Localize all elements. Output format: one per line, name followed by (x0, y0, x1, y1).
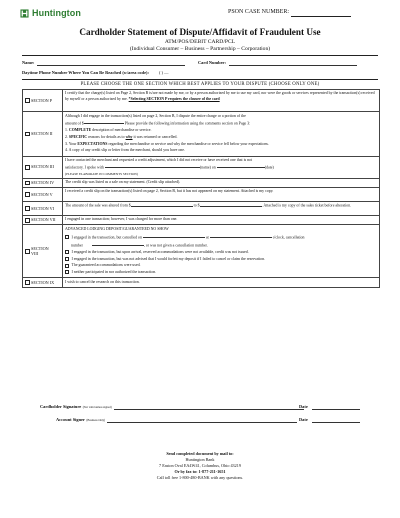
section-viii-text (63, 225, 380, 278)
section-iii-option[interactable] (23, 156, 63, 178)
form-subtitle-types: (Individual Consumer – Business – Partnership – Corporation) (129, 46, 271, 52)
section-ii-item-4: 4. A copy of any credit slip or letter from the merchant, should you have one. (65, 148, 185, 153)
item-keyword: COMPLETE (68, 128, 92, 133)
section-viii-option-4[interactable] (65, 263, 377, 268)
mailing-instructions (0, 451, 400, 481)
cardholder-signature-label: Cardholder Signature (40, 404, 82, 409)
cancel-time-input[interactable] (210, 235, 272, 239)
contact-date-input[interactable] (217, 165, 265, 169)
dispute-sections-table (22, 89, 380, 288)
item-keyword: SPECIFIC (68, 134, 88, 139)
form-subtitle: ATM/POS/DEBIT CARD/PCL (164, 39, 236, 45)
case-number-label: PSON CASE NUMBER: (228, 9, 290, 15)
section-iii-contact-line (65, 165, 377, 171)
section-iii-checkbox[interactable] (25, 165, 30, 170)
item-text: reasons for details as to (88, 134, 125, 139)
section-viii-label-numeral: VIII (31, 251, 39, 257)
cardholder-date-label: Date (299, 404, 308, 409)
section-iv-option[interactable] (23, 178, 63, 187)
section-ix-label: SECTION IX (31, 279, 55, 285)
item-text: description of merchandise or service. (92, 128, 152, 133)
section-v-label: SECTION V (31, 191, 53, 197)
section-viii-option-5[interactable] (65, 270, 377, 275)
mailing-heading: Send completed document by mail to: (166, 451, 234, 456)
cardholder-signature-field (40, 404, 304, 410)
date-tag: (date) (264, 165, 274, 170)
section-iii-elaborate-note: (PLEASE ELABORATE IN COMMENTS SECTION) (65, 172, 138, 177)
option-3-checkbox[interactable] (65, 257, 69, 261)
cancel-at-label: at (205, 235, 209, 240)
section-ii-amount-input[interactable] (84, 121, 124, 125)
cardholder-signature-input[interactable] (114, 405, 304, 410)
section-viii-label (31, 246, 49, 256)
section-vii-row (23, 216, 380, 225)
option-1-text (72, 235, 305, 241)
account-signer-field (56, 417, 297, 423)
section-ii-text (63, 112, 380, 157)
section-iv-row (23, 178, 380, 187)
section-ix-text: I wish to cancel the research on this transaction. (63, 278, 380, 287)
section-iv-text: The credit slip was listed as a sale on my statement. (Credit slip attached). (63, 178, 380, 187)
section-vi-row (23, 202, 380, 216)
section-vii-text: I engaged in one transaction; however, I was charged for more than one. (63, 216, 380, 225)
cancellation-number-line (71, 243, 377, 249)
section-ii-amount-label: amount of $ (65, 121, 84, 126)
section-instruction: PLEASE CHOOSE THE ONE SECTION WHICH BEST APPLIES TO YOUR DISPUTE (CHOOSE ONLY ONE) (80, 82, 320, 87)
option-2-text: I engaged in the transaction, but upon arrival, reserved accommodations were not available, credit was not issued. (71, 250, 249, 255)
section-ii-row (23, 112, 380, 157)
section-viii-option-2[interactable] (65, 250, 377, 255)
section-ii-label: SECTION II (31, 131, 53, 137)
form-title: Cardholder Statement of Dispute/Affidavit of Fraudulent Use (79, 27, 321, 37)
fax-number: Or by fax to: 1-877-211-1651 (174, 469, 226, 475)
section-vii-label: SECTION VII (31, 217, 56, 223)
mailing-address: 7 Easton Oval EA4W41, Columbus, Ohio 43219 (159, 463, 241, 469)
section-v-text: I received a credit slip on the transaction(s) listed on page 2, Section B, but it has not appeared on my statement. Attached is my copy. (63, 188, 380, 202)
altered-to-label: to $ (193, 203, 200, 208)
account-signer-date-input[interactable] (312, 418, 360, 423)
account-signer-date-label: Date (299, 417, 308, 422)
section-viii-checkbox[interactable] (25, 249, 30, 254)
option-5-text: I neither participated in nor authorized the transaction. (71, 270, 157, 275)
huntington-logo (20, 8, 81, 20)
option-2-checkbox[interactable] (65, 250, 69, 254)
card-number-input[interactable] (229, 61, 357, 66)
brand-name: Huntington (32, 8, 81, 18)
section-v-checkbox[interactable] (25, 192, 30, 197)
support-phone: Call toll free 1-800-480-BANK with any questions. (156, 475, 244, 481)
section-p-closure-note: *Selecting SECTION P requires the closure of the card (128, 96, 220, 101)
cancellation-number-label: number (71, 243, 83, 248)
section-iii-text (63, 156, 380, 178)
item-text: it was returned or cancelled. (133, 134, 178, 139)
section-vii-option[interactable] (23, 216, 63, 225)
huntington-logo-icon (20, 9, 29, 18)
section-viii-option-1[interactable] (65, 235, 377, 241)
name-input[interactable] (37, 61, 185, 66)
section-iii-line-1: I have contacted the merchant and requested a credit adjustment, which I did not receive or have received one that is not (65, 157, 253, 162)
cardholder-date-input[interactable] (312, 405, 360, 410)
section-ix-checkbox[interactable] (25, 280, 30, 285)
section-v-row (23, 188, 380, 202)
section-ii-option[interactable] (23, 112, 63, 157)
case-number-field (228, 9, 351, 17)
option-5-checkbox[interactable] (65, 270, 69, 274)
section-p-checkbox[interactable] (25, 98, 30, 103)
no-cancellation-number-text: , or was not given a cancellation number. (143, 243, 208, 248)
section-ix-option[interactable] (23, 278, 63, 287)
phone-input[interactable]: ( ) — (158, 70, 169, 75)
mailing-bank-name: Huntington Bank (185, 457, 215, 463)
card-number-field (198, 60, 357, 66)
phone-label: Daytime Phone Number Where You Can Be Reached (w/area code): (22, 70, 149, 75)
item-keyword: EXPECTATIONS (77, 141, 108, 146)
option-4-text: The guaranteed accommodations were used. (71, 263, 141, 268)
option-4-checkbox[interactable] (65, 264, 69, 268)
section-iv-checkbox[interactable] (25, 181, 30, 186)
section-viii-row (23, 225, 380, 278)
cancelled-on-label: I engaged in the transaction, but cancelled on (71, 235, 142, 240)
section-ii-amount-instruction: Please provide the following information using the comments section on Page 3: (124, 121, 251, 126)
section-iii-row (23, 156, 380, 178)
phone-field (22, 70, 168, 76)
item-text: regarding the merchandise or service and why the merchandise or service fell below your expectations. (108, 141, 269, 146)
item-number: 3. Your (65, 141, 77, 146)
item-number: 2. (65, 134, 68, 139)
section-ii-item-3 (65, 142, 377, 147)
section-ii-checkbox[interactable] (25, 132, 30, 137)
section-iii-spoke-with: satisfactory. I spoke with (65, 165, 104, 170)
section-viii-label-word: SECTION (31, 246, 49, 252)
section-vii-checkbox[interactable] (25, 218, 30, 223)
account-signer-note: (Business Only) (86, 417, 106, 422)
name-tag: (name) on (199, 165, 216, 170)
option-1-checkbox[interactable] (65, 235, 69, 239)
section-ii-item-2 (65, 135, 377, 140)
altered-to-input[interactable] (200, 203, 262, 207)
section-viii-option[interactable] (23, 225, 63, 278)
altered-from-input[interactable] (131, 203, 193, 207)
account-signer-date-field (299, 417, 360, 423)
account-signer-input[interactable] (107, 418, 297, 423)
account-signer-label: Account Signer (56, 417, 85, 422)
section-iv-label: SECTION IV (31, 180, 55, 186)
section-v-option[interactable] (23, 188, 63, 202)
section-viii-heading: ADVANCED LODGING DEPOSIT/GUARANTEED NO SHOW (65, 226, 169, 231)
name-label: Name: (22, 60, 35, 65)
item-emphasis: why (125, 134, 133, 139)
cancellation-number-input[interactable] (92, 243, 144, 247)
section-vi-option[interactable] (23, 202, 63, 216)
cardholder-date-field (299, 404, 360, 410)
header-divider (22, 55, 378, 56)
section-vi-attachment-note: . Attached is my copy of the sales ticket before alteration. (261, 203, 352, 208)
altered-from-label: The amount of the sale was altered from $ (65, 203, 131, 208)
name-field (22, 60, 185, 66)
option-3-text: I engaged in the transaction, but was not advised that I would forfeit my deposit if I failed to cancel or claim the reservation. (71, 256, 265, 261)
item-number: 1. (65, 128, 68, 133)
merchant-contact-name-input[interactable] (105, 165, 200, 169)
section-p-text (63, 90, 380, 112)
cardholder-signature-note: (Not valid unless signed) (82, 404, 112, 409)
section-iii-label: SECTION III (31, 164, 54, 170)
section-p-description: I certify that the charge(s) listed on Page 2, Section B is/are not made by me, or by a person authorized by me to use my card, nor were the goods or services represented by the transaction(s) received by myself or a person authorized by me. (65, 91, 375, 101)
section-p-row (23, 90, 380, 112)
section-p-label: SECTION P (31, 97, 53, 103)
section-viii-option-3[interactable] (65, 257, 377, 262)
card-number-label: Card Number: (198, 60, 226, 65)
fields-divider (22, 79, 378, 80)
section-vi-checkbox[interactable] (25, 206, 30, 211)
section-vi-label: SECTION VI (31, 205, 55, 211)
section-ii-amount-line (65, 121, 377, 127)
cancellation-label: o'clock, cancellation (272, 235, 305, 240)
cancel-date-input[interactable] (143, 235, 205, 239)
section-vi-text (63, 202, 380, 216)
section-viii-label-wrap (25, 246, 60, 256)
section-p-option[interactable] (23, 90, 63, 112)
case-number-input[interactable] (291, 11, 351, 17)
section-ii-item-1 (65, 128, 377, 133)
section-ix-row (23, 278, 380, 287)
section-ii-intro: Although I did engage in the transaction(s) listed on page 2, Section B, I dispute the entire charge or a portion of the (65, 114, 246, 118)
